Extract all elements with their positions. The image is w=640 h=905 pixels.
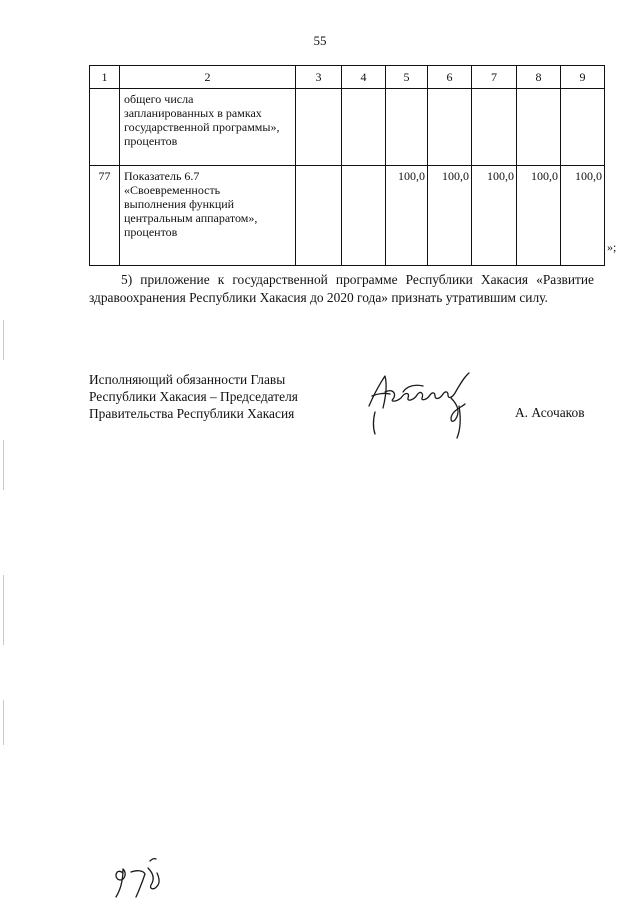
header-cell: 5 <box>386 66 428 89</box>
value-cell <box>428 89 472 166</box>
header-cell: 2 <box>120 66 296 89</box>
header-cell: 7 <box>472 66 517 89</box>
value-cell: 100,0 <box>561 166 605 266</box>
indicator-text-line: процентов <box>124 134 178 148</box>
indicator-text-line: выполнения функций <box>124 197 235 211</box>
header-cell: 6 <box>428 66 472 89</box>
value-cell: 100,0 <box>472 166 517 266</box>
indicator-table <box>89 65 605 266</box>
value-cell <box>386 89 428 166</box>
table-row <box>90 166 605 266</box>
indicator-text-line: государственной программы», <box>124 120 280 134</box>
signature-image <box>363 362 483 442</box>
indicator-name-cell <box>120 89 296 166</box>
header-cell: 1 <box>90 66 120 89</box>
closing-quote-mark: »; <box>607 240 617 254</box>
indicator-text-line: запланированных в рамках <box>124 106 262 120</box>
value-cell: 100,0 <box>428 166 472 266</box>
scan-edge-mark <box>3 700 4 745</box>
value-cell: 100,0 <box>517 166 561 266</box>
indicator-text-line: процентов <box>124 225 178 239</box>
signer-title-line: Республики Хакасия – Председателя <box>89 389 298 404</box>
header-cell: 9 <box>561 66 605 89</box>
scan-edge-mark <box>3 575 4 645</box>
signer-title-line: Исполняющий обязанности Главы <box>89 372 286 387</box>
row-number-cell <box>90 89 120 166</box>
indicator-text-line: Показатель 6.7 <box>124 169 200 183</box>
signer-title <box>89 371 298 422</box>
value-cell <box>296 166 342 266</box>
signer-name: А. Асочаков <box>515 405 585 420</box>
indicator-text-line: «Своевременность <box>124 183 221 197</box>
value-cell <box>342 89 386 166</box>
value-cell: 100,0 <box>386 166 428 266</box>
header-cell: 3 <box>296 66 342 89</box>
page-number: 55 <box>313 33 327 48</box>
value-cell <box>561 89 605 166</box>
handwritten-mark <box>110 855 168 901</box>
paragraph-item-5: 5) приложение к государственной программе Республики Хакасия «Развитие здравоохранения Республики Хакасия до 2020 года» признать утратившим силу. <box>89 272 594 305</box>
indicator-text-line: центральным аппаратом», <box>124 211 258 225</box>
value-cell <box>472 89 517 166</box>
header-cell: 4 <box>342 66 386 89</box>
signer-title-line: Правительства Республики Хакасия <box>89 406 295 421</box>
indicator-text-line: общего числа <box>124 92 194 106</box>
value-cell <box>342 166 386 266</box>
indicator-name-cell <box>120 166 296 266</box>
table-row <box>90 89 605 166</box>
value-cell <box>517 89 561 166</box>
table-header-row <box>90 66 605 89</box>
scan-edge-mark <box>3 320 4 360</box>
value-cell <box>296 89 342 166</box>
header-cell: 8 <box>517 66 561 89</box>
scan-edge-mark <box>3 440 4 490</box>
row-number-cell: 77 <box>90 166 120 266</box>
